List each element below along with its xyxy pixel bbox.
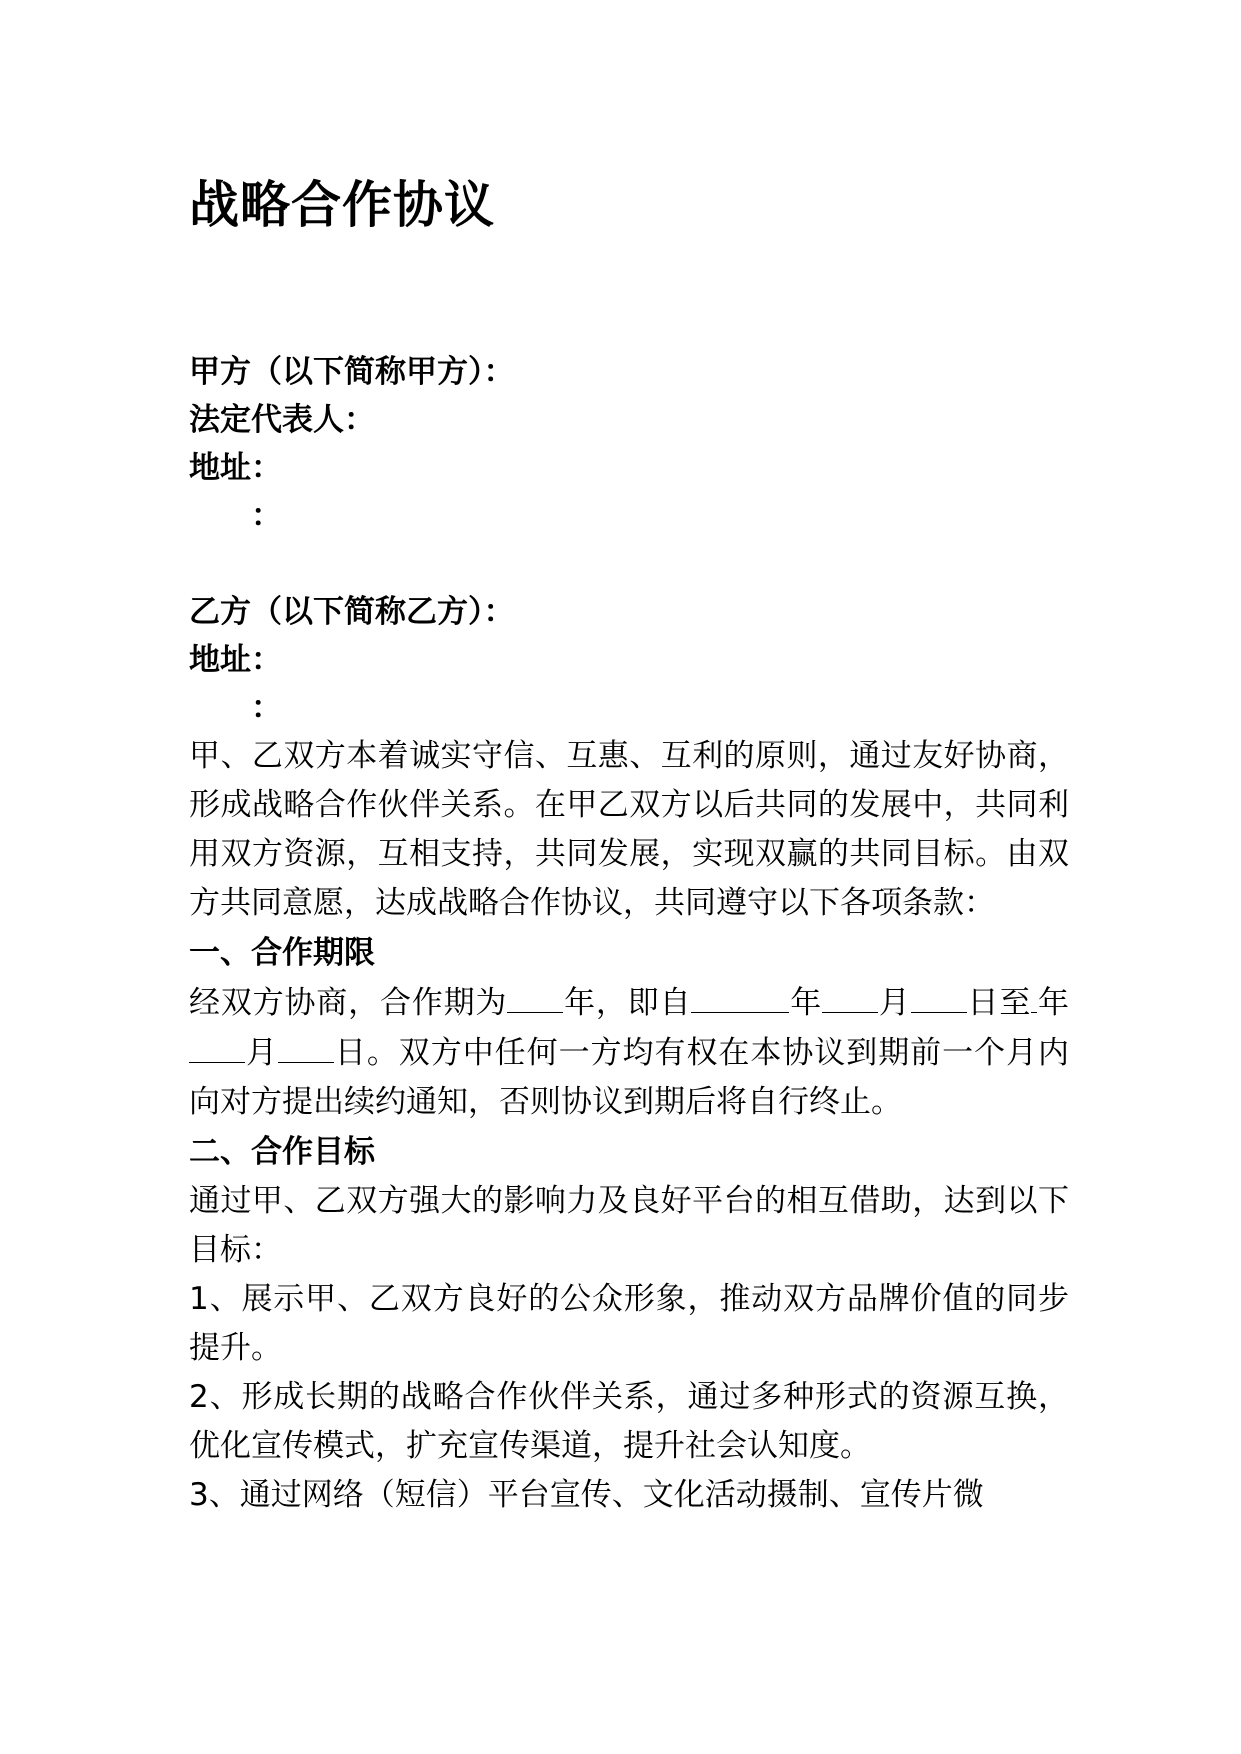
term-text-6: 年 — [1037, 985, 1070, 1021]
term-text-5: 日至 — [966, 985, 1032, 1021]
section-1-paragraph — [189, 978, 1069, 1127]
party-b-address: 地址： — [189, 642, 282, 678]
document-title: 战略合作协议 — [189, 176, 495, 234]
party-b-label: 乙方（以下简称乙方）： — [189, 594, 515, 630]
goal-item-1: 1、展示甲、乙双方良好的公众形象，推动双方品牌价值的同步提升。 — [189, 1281, 1069, 1366]
start-month-blank — [822, 978, 878, 1013]
party-b-extra-field: ： — [251, 690, 282, 726]
end-month-blank — [189, 1028, 245, 1063]
term-text-4: 月 — [878, 985, 911, 1021]
years-blank — [507, 978, 563, 1013]
goal-item-3: 3、通过网络（短信）平台宣传、文化活动摄制、宣传片微 — [189, 1477, 984, 1513]
party-a-block — [189, 348, 1069, 540]
agreement-body — [189, 732, 1069, 1520]
party-a-label: 甲方（以下简称甲方）： — [189, 354, 515, 390]
end-day-blank — [278, 1028, 334, 1063]
party-a-representative: 法定代表人： — [189, 402, 375, 438]
party-b-block — [189, 588, 1069, 732]
term-text-8: 日。双方中任何一方均有权在本协议到期前一个月内向对方提出续约通知，否则协议到期后将自行终止。 — [189, 1035, 1069, 1120]
start-day-blank — [911, 978, 967, 1013]
intro-paragraph: 甲、乙双方本着诚实守信、互惠、互利的原则，通过友好协商，形成战略合作伙伴关系。在甲乙双方以后共同的发展中，共同利用双方资源，互相支持，共同发展，实现双赢的共同目标。由双方共同意愿，达成战略合作协议，共同遵守以下各项条款： — [189, 738, 1069, 921]
term-text-2: 年，即自 — [563, 985, 692, 1021]
term-text-1: 经双方协商，合作期为 — [189, 985, 508, 1021]
section-1-heading: 一、合作期限 — [189, 935, 375, 971]
section-2-intro: 通过甲、乙双方强大的影响力及良好平台的相互借助，达到以下目标： — [189, 1183, 1069, 1268]
start-year-blank — [691, 978, 789, 1013]
party-a-address: 地址： — [189, 450, 282, 486]
section-2-heading: 二、合作目标 — [189, 1134, 375, 1170]
party-a-extra-field: ： — [251, 498, 282, 534]
term-text-7: 月 — [245, 1035, 278, 1071]
goal-item-2: 2、形成长期的战略合作伙伴关系，通过多种形式的资源互换，优化宣传模式，扩充宣传渠道，提升社会认知度。 — [189, 1379, 1069, 1464]
term-text-3: 年 — [789, 985, 823, 1021]
